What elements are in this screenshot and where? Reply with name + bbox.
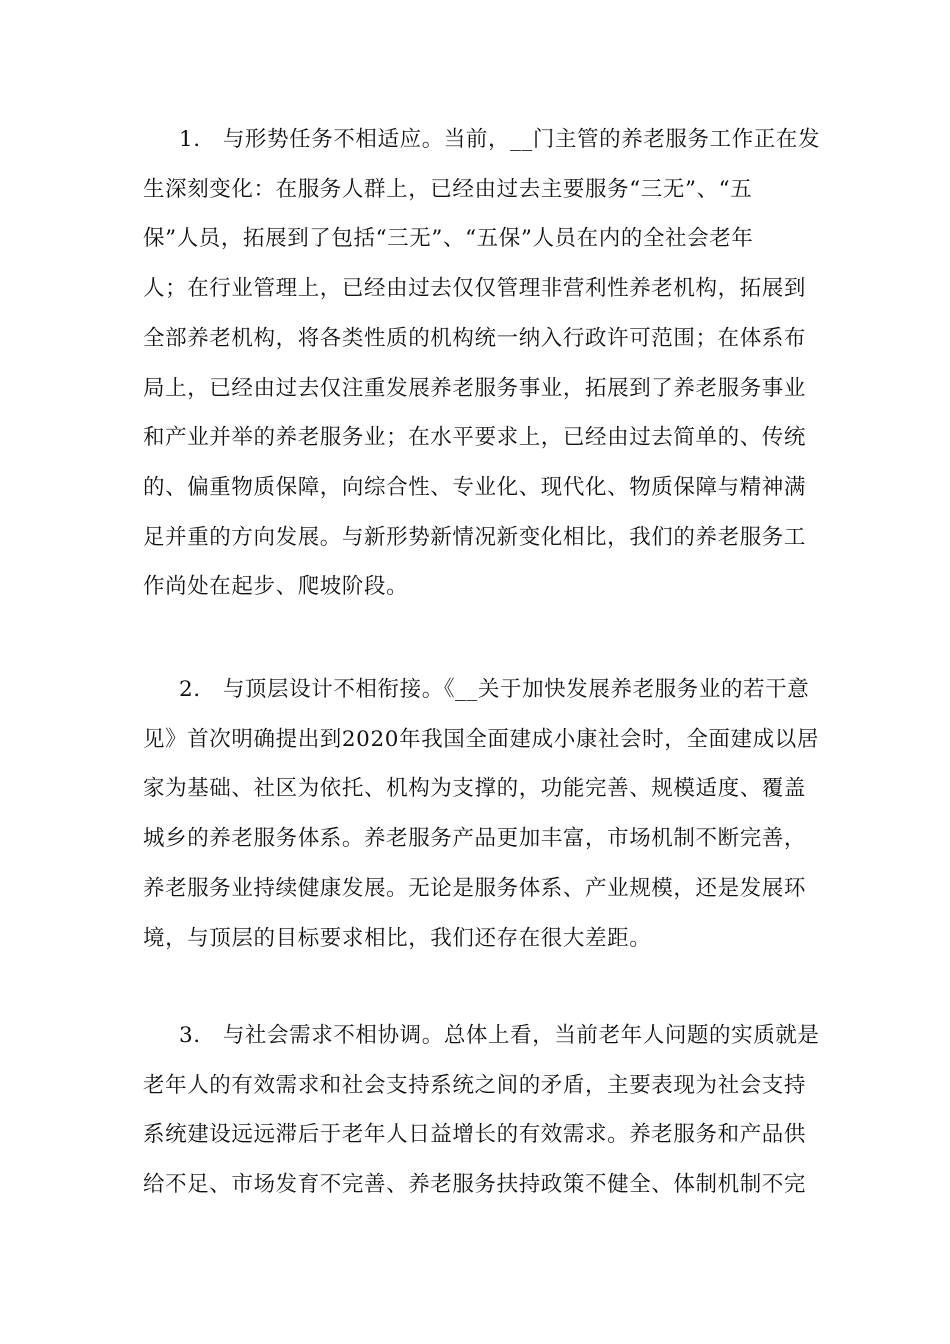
paragraph-line: 系统建设远远滞后于老年人日益增长的有效需求。养老服务和产品供 bbox=[143, 1122, 807, 1148]
paragraph-line: 全部养老机构，将各类性质的机构统一纳入行政许可范围；在体系布 bbox=[143, 325, 807, 351]
paragraph-line: 1. 与形势任务不相适应。当前，__门主管的养老服务工作正在发 bbox=[179, 127, 821, 152]
paragraph-3 bbox=[143, 1011, 823, 1210]
paragraph-line: 2. 与顶层设计不相衔接。《__关于加快发展养老服务业的若干意 bbox=[179, 677, 810, 702]
paragraph-1 bbox=[143, 115, 823, 612]
paragraph-line: 生深刻变化：在服务人群上，已经由过去主要服务“三无”、“五 bbox=[143, 176, 753, 202]
paragraph-line: 城乡的养老服务体系。养老服务产品更加丰富，市场机制不断完善， bbox=[143, 826, 807, 852]
paragraph-line: 足并重的方向发展。与新形势新情况新变化相比，我们的养老服务工 bbox=[143, 524, 807, 550]
paragraph-line: 给不足、市场发育不完善、养老服务扶持政策不健全、体制机制不完 bbox=[143, 1172, 807, 1198]
paragraph-line: 老年人的有效需求和社会支持系统之间的矛盾，主要表现为社会支持 bbox=[143, 1072, 807, 1098]
paragraph-line: 的、偏重物质保障，向综合性、专业化、现代化、物质保障与精神满 bbox=[143, 474, 807, 500]
paragraph-line: 家为基础、社区为依托、机构为支撑的，功能完善、规模适度、覆盖 bbox=[143, 776, 807, 802]
paragraph-line: 见》首次明确提出到2020年我国全面建成小康社会时，全面建成以居 bbox=[143, 726, 819, 752]
paragraph-line: 人；在行业管理上，已经由过去仅仅管理非营利性养老机构，拓展到 bbox=[143, 276, 807, 302]
paragraph-line: 局上，已经由过去仅注重发展养老服务事业，拓展到了养老服务事业 bbox=[143, 375, 807, 401]
paragraph-line: 和产业并举的养老服务业；在水平要求上，已经由过去简单的、传统 bbox=[143, 425, 807, 451]
paragraph-line: 养老服务业持续健康发展。无论是服务体系、产业规模，还是发展环 bbox=[143, 875, 807, 901]
paragraph-line: 3. 与社会需求不相协调。总体上看，当前老年人问题的实质就是 bbox=[179, 1023, 820, 1048]
paragraph-line: 保”人员，拓展到了包括“三无”、“五保”人员在内的全社会老年 bbox=[143, 226, 754, 252]
paragraph-2 bbox=[143, 665, 823, 963]
paragraph-line: 境，与顶层的目标要求相比，我们还存在很大差距。 bbox=[143, 925, 652, 951]
paragraph-line: 作尚处在起步、爬坡阶段。 bbox=[143, 574, 409, 600]
